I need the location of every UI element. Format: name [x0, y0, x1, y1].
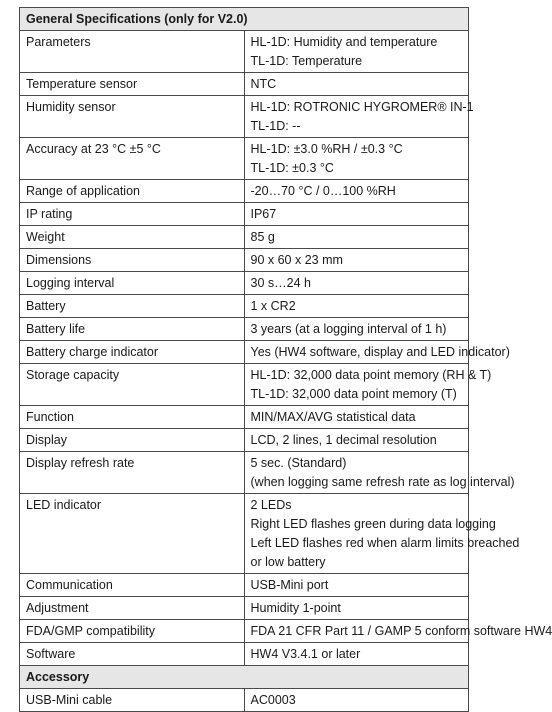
spec-label: Battery charge indicator — [20, 341, 245, 364]
spec-label: Function — [20, 406, 245, 429]
spec-label: Battery life — [20, 318, 245, 341]
spec-label: Communication — [20, 574, 245, 597]
spec-row — [20, 406, 469, 429]
spec-row — [20, 73, 469, 96]
spec-value — [244, 249, 469, 272]
spec-label: IP rating — [20, 203, 245, 226]
spec-row — [20, 272, 469, 295]
spec-row — [20, 620, 469, 643]
spec-value-line: 90 x 60 x 23 mm — [250, 253, 343, 267]
spec-value-line: 3 years (at a logging interval of 1 h) — [250, 322, 447, 336]
spec-row — [20, 341, 469, 364]
spec-value — [244, 138, 469, 180]
spec-label: Storage capacity — [20, 364, 245, 406]
spec-value-line: or low battery — [250, 555, 326, 569]
spec-row — [20, 689, 469, 712]
spec-value-line: HL-1D: ROTRONIC HYGROMER® IN-1 — [250, 100, 474, 114]
spec-row — [20, 138, 469, 180]
spec-row — [20, 180, 469, 203]
section-header-row — [20, 8, 469, 31]
spec-value-line: MIN/MAX/AVG statistical data — [250, 410, 416, 424]
spec-value-line: HL-1D: Humidity and temperature — [250, 35, 438, 49]
spec-value-line: AC0003 — [250, 693, 296, 707]
spec-value-line: HW4 V3.4.1 or later — [250, 647, 361, 661]
spec-row — [20, 643, 469, 666]
spec-value — [244, 643, 469, 666]
spec-value — [244, 341, 510, 364]
spec-value-line: TL-1D: Temperature — [250, 54, 363, 68]
spec-row — [20, 452, 469, 494]
spec-value-line: Right LED flashes green during data logging — [250, 517, 496, 531]
spec-value-line: (when logging same refresh rate as log interval) — [250, 475, 515, 489]
spec-row — [20, 96, 469, 138]
spec-value-line: Yes (HW4 software, display and LED indicator) — [250, 345, 510, 359]
spec-value-line: TL-1D: ±0.3 °C — [250, 161, 334, 175]
spec-row — [20, 249, 469, 272]
section-heading: Accessory — [20, 666, 469, 689]
spec-label: Display — [20, 429, 245, 452]
spec-value-line: TL-1D: -- — [250, 119, 301, 133]
spec-row — [20, 574, 469, 597]
spec-value — [244, 226, 469, 249]
spec-label: Humidity sensor — [20, 96, 245, 138]
spec-value — [244, 364, 492, 406]
spec-row — [20, 203, 469, 226]
spec-value — [244, 452, 515, 494]
spec-value-line: IP67 — [250, 207, 277, 221]
spec-value — [244, 203, 469, 226]
spec-value-line: HL-1D: ±3.0 %RH / ±0.3 °C — [250, 142, 403, 156]
spec-value — [244, 295, 469, 318]
spec-row — [20, 226, 469, 249]
spec-value-line: FDA 21 CFR Part 11 / GAMP 5 conform software HW4 — [250, 624, 552, 638]
spec-value-line: 5 sec. (Standard) — [250, 456, 347, 470]
spec-row — [20, 31, 469, 73]
spec-row — [20, 597, 469, 620]
spec-value-line: LCD, 2 lines, 1 decimal resolution — [250, 433, 437, 447]
spec-label: Weight — [20, 226, 245, 249]
section-heading: General Specifications (only for V2.0) — [20, 8, 469, 31]
spec-label: Logging interval — [20, 272, 245, 295]
spec-value-line: NTC — [250, 77, 277, 91]
spec-row — [20, 494, 469, 574]
spec-value — [244, 406, 469, 429]
spec-label: FDA/GMP compatibility — [20, 620, 245, 643]
spec-label: Accuracy at 23 °C ±5 °C — [20, 138, 245, 180]
spec-label: Adjustment — [20, 597, 245, 620]
spec-row — [20, 429, 469, 452]
spec-value-line: -20…70 °C / 0…100 %RH — [250, 184, 396, 198]
spec-value — [244, 689, 469, 712]
spec-value — [244, 272, 469, 295]
spec-value-line: 1 x CR2 — [250, 299, 296, 313]
spec-label: USB-Mini cable — [20, 689, 245, 712]
spec-value — [244, 620, 552, 643]
spec-value-line: USB-Mini port — [250, 578, 329, 592]
spec-value-line: TL-1D: 32,000 data point memory (T) — [250, 387, 457, 401]
spec-value-line: Left LED flashes red when alarm limits breached — [250, 536, 520, 550]
spec-value — [244, 494, 520, 574]
spec-label: Parameters — [20, 31, 245, 73]
spec-value-line: Humidity 1-point — [250, 601, 341, 615]
spec-value — [244, 180, 469, 203]
spec-value — [244, 429, 469, 452]
specifications-table — [19, 7, 552, 712]
spec-value — [244, 73, 469, 96]
spec-label: Temperature sensor — [20, 73, 245, 96]
spec-value — [244, 597, 469, 620]
spec-value — [244, 574, 469, 597]
spec-label: LED indicator — [20, 494, 245, 574]
spec-value — [244, 318, 469, 341]
spec-value-line: 85 g — [250, 230, 275, 244]
spec-value-line: 2 LEDs — [250, 498, 292, 512]
spec-label: Battery — [20, 295, 245, 318]
spec-value — [244, 31, 469, 73]
spec-value — [244, 96, 474, 138]
section-header-row — [20, 666, 469, 689]
spec-row — [20, 295, 469, 318]
spec-label: Dimensions — [20, 249, 245, 272]
spec-label: Software — [20, 643, 245, 666]
spec-row — [20, 364, 469, 406]
spec-value-line: HL-1D: 32,000 data point memory (RH & T) — [250, 368, 492, 382]
spec-label: Range of application — [20, 180, 245, 203]
spec-row — [20, 318, 469, 341]
spec-label: Display refresh rate — [20, 452, 245, 494]
spec-value-line: 30 s…24 h — [250, 276, 311, 290]
specifications-table-body — [20, 8, 552, 712]
